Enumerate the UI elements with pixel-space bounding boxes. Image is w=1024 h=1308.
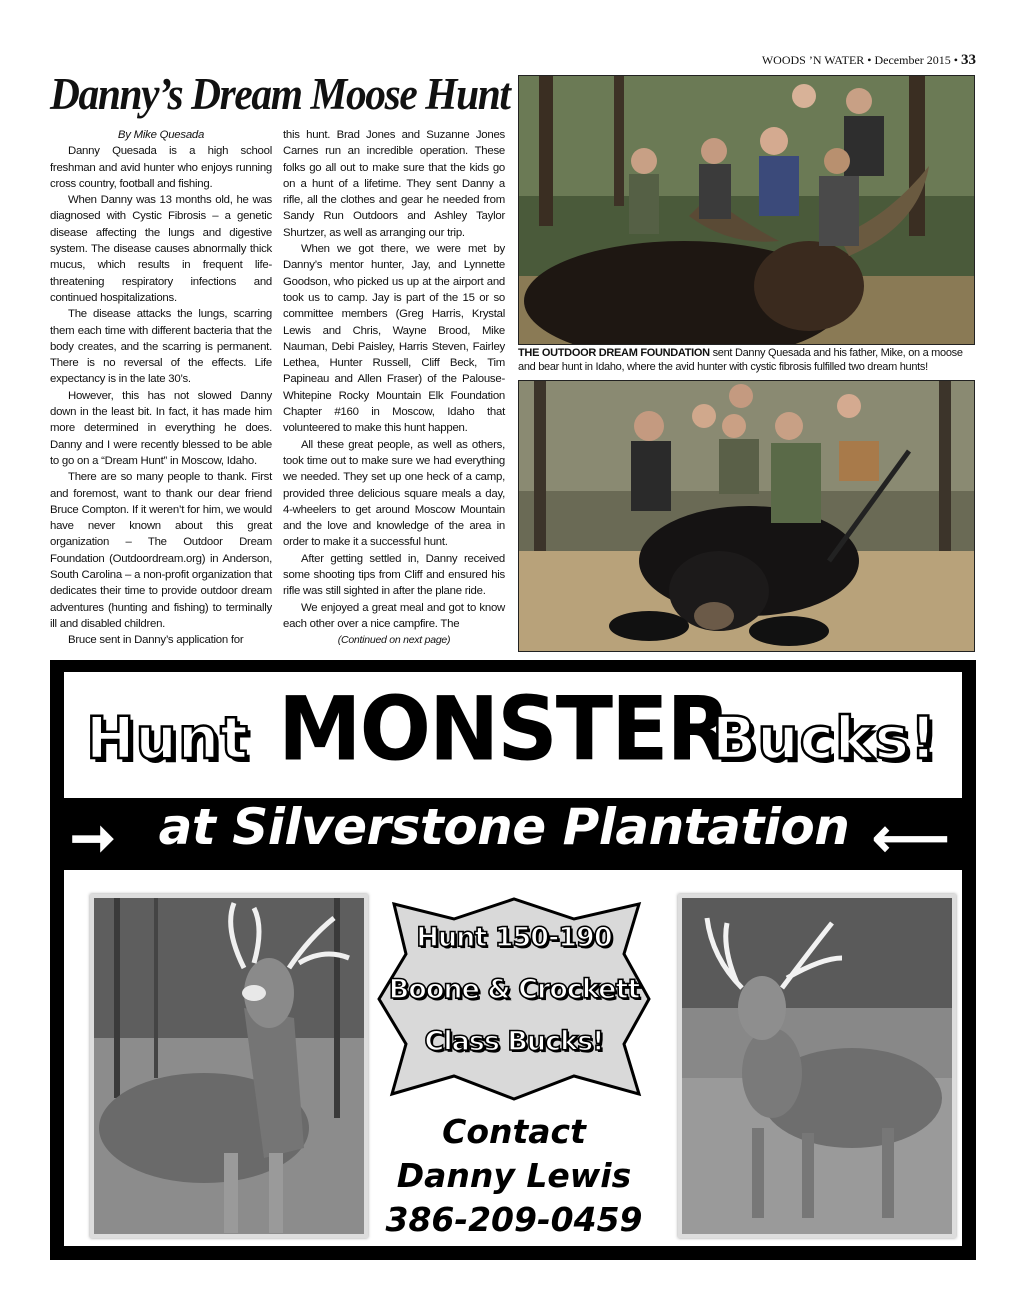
arrow-right-icon: ➞ (70, 808, 116, 868)
paragraph: There are so many people to thank. First and foremost, want to thank our dear friend Bruce Compton. If it weren’t for him, we would have never known about this great organization – The Outdoor Dream Foundation (Outdoordream.org) in Anderson, South Carolina – a non-profit organization that dedicates their time to provide outdoor dream adventures (hunting and fishing) to terminally ill and disabled children. (50, 471, 272, 630)
paragraph: When we got there, we were met by Danny’s mentor hunter, Jay, and Lynnette Goodson, who picked us up at the airport and took us to camp. Jay is part of the 15 or so committee members (Greg Harris, Krystal Lewis and Chris, Wayne Brood, Mike Nauman, Debi Paisley, Harris Steven, Fairley Lethea, Hunter Russell, Cliff Beck, Tim Papineau and Allen Fraser) of the Palouse-Whitepine Rocky Mountain Elk Foundation Chapter #160 in Moscow, Idaho that volunteered to make this hunt happen. (283, 243, 505, 435)
ad-monster-word: MONSTER (278, 677, 730, 781)
contact-name: Danny Lewis (396, 1156, 632, 1195)
page-number: 33 (961, 52, 976, 68)
continued-note: (Continued on next page) (337, 634, 451, 647)
buck-photo-left (90, 894, 368, 1238)
buck-photo-right (678, 894, 956, 1238)
moose-photo (518, 75, 975, 345)
advertisement (50, 660, 976, 1260)
ad-body (64, 870, 962, 1246)
burst-line-2: Boone & Crockett (388, 974, 640, 1005)
paragraph: this hunt. Brad Jones and Suzanne Jones Carnes run an incredible operation. These folks go all out to make sure that the kids go on a hunt of a lifetime. They sent Danny a rifle, all the clothes and gear he needed from Sandy Run Outdoors and Ashley Taylor Shurtzer, as well as arranging our trip. (283, 129, 505, 239)
paragraph: The disease attacks the lungs, scarring them each time with different bacteria that the body creates, and the scarring is permanent. There is no reversal of the effects. Life expectancy is in the late 30’s. (50, 308, 272, 386)
publication-info: WOODS ’N WATER • December 2015 • (761, 53, 958, 67)
ad-headline-box (64, 672, 962, 798)
caption-text: sent Danny Quesada and his father, Mike, on a moose and bear hunt in Idaho, where the avid hunter with cystic fibrosis fulfilled two dream hunts! (518, 347, 963, 373)
ad-bucks-word: Bucks! (712, 704, 938, 772)
contact-label: Contact (442, 1112, 586, 1151)
photo-caption (518, 346, 974, 374)
contact-phone[interactable]: 386-209-0459 (385, 1200, 643, 1239)
page-header (762, 52, 976, 69)
caption-lead: THE OUTDOOR DREAM FOUNDATION (518, 347, 710, 359)
paragraph: Bruce sent in Danny’s application for (68, 634, 244, 647)
article-column-1 (50, 127, 272, 649)
starburst-callout (374, 894, 654, 1104)
paragraph: We enjoyed a great meal and got to know each other over a nice campfire. The (283, 601, 505, 630)
ad-hunt-word: Hunt (86, 704, 249, 772)
arrow-left-icon: ⟵ (872, 808, 950, 868)
burst-line-3: Class Bucks! (424, 1026, 604, 1057)
burst-line-1: Hunt 150-190 (416, 922, 612, 953)
paragraph: When Danny was 13 months old, he was diagnosed with Cystic Fibrosis – a genetic disease affecting the lungs and digestive system. The disease causes abnormally thick mucus, which results in frequent life-threatening respiratory infections and continued hospitalizations. (50, 194, 272, 304)
article-title: Danny’s Dream Moose Hunt (50, 69, 510, 119)
ad-subtitle: at Silverstone Plantation (158, 798, 850, 856)
paragraph: Danny Quesada is a high school freshman and avid hunter who enjoys running cross country, football and fishing. (50, 145, 272, 190)
byline: By Mike Quesada (117, 129, 205, 141)
paragraph: However, this has not slowed Danny down in the least bit. In fact, it has made him more determined in everything he does. Danny and I were recently blessed to be able to go on a “Dream Hunt” in Moscow, Idaho. (50, 389, 272, 467)
article-column-2 (283, 127, 505, 649)
paragraph: After getting settled in, Danny received some shooting tips from Cliff and ensured his rifle was still sighted in after the plane ride. (283, 552, 505, 598)
paragraph: All these great people, as well as others, took time out to make sure we had everything we needed. They set up one heck of a camp, provided three delicious square meals a day, 4-wheelers to get around Moscow Mountain and the love and knowledge of the area in order to make it a successful hunt. (283, 438, 505, 549)
bear-photo (518, 380, 975, 652)
